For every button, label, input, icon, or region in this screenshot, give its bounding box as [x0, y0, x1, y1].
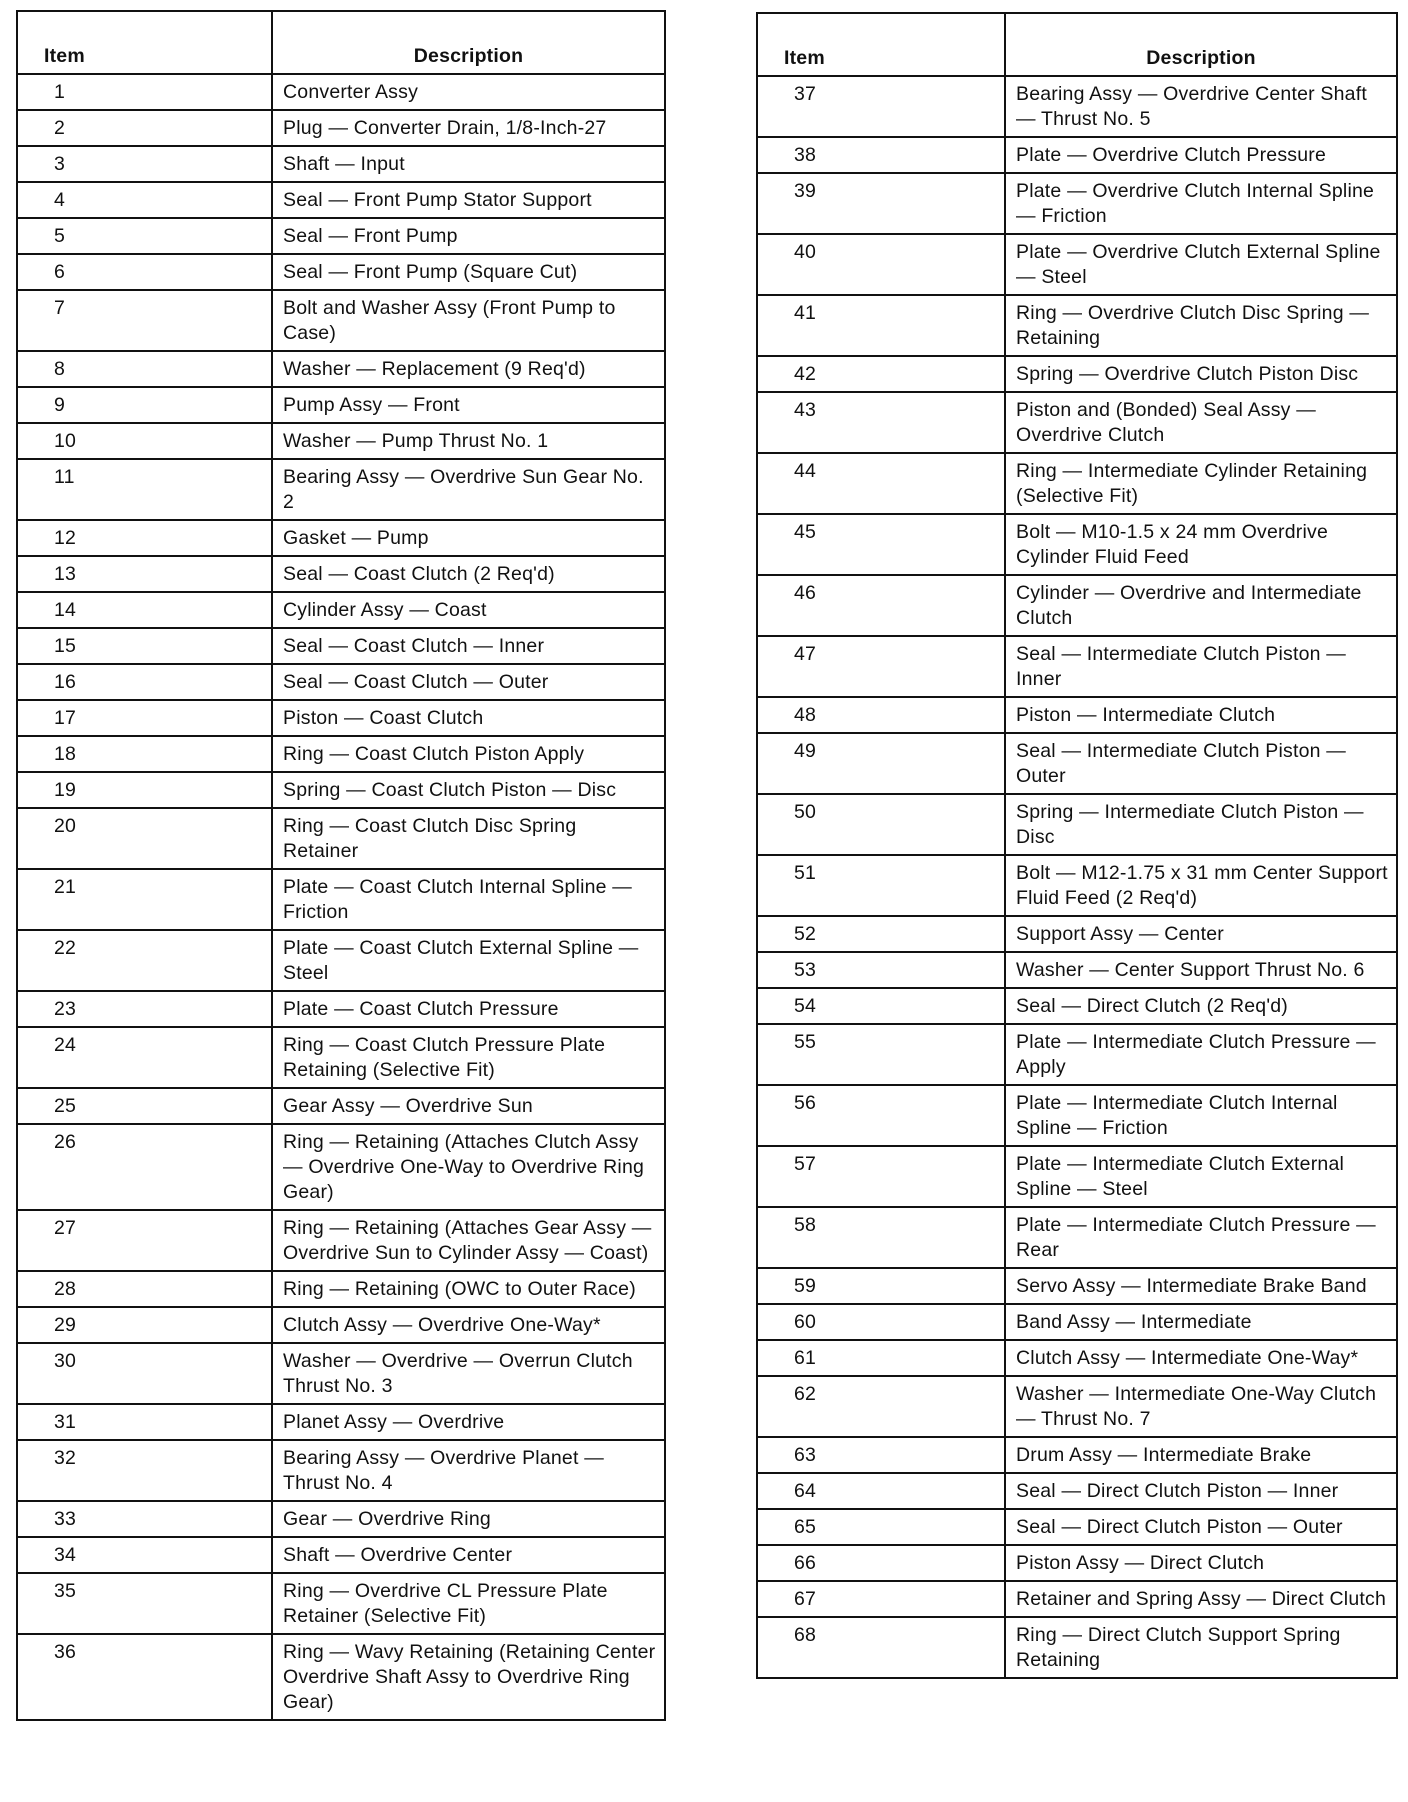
item-description: Seal — Front Pump (Square Cut)	[272, 254, 665, 290]
item-number: 40	[757, 234, 1005, 295]
table-row	[757, 234, 1397, 295]
table-row	[17, 351, 665, 387]
item-number: 22	[17, 930, 272, 991]
parts-table-left-body	[17, 74, 665, 1720]
table-row	[17, 991, 665, 1027]
item-description: Plate — Overdrive Clutch Pressure	[1005, 137, 1397, 173]
item-description: Pump Assy — Front	[272, 387, 665, 423]
table-row	[757, 697, 1397, 733]
item-number: 42	[757, 356, 1005, 392]
table-row	[17, 930, 665, 991]
table-row	[757, 988, 1397, 1024]
table-row	[757, 1617, 1397, 1678]
table-row	[17, 1634, 665, 1720]
item-description: Ring — Direct Clutch Support Spring Retaining	[1005, 1617, 1397, 1678]
item-number: 52	[757, 916, 1005, 952]
item-description: Band Assy — Intermediate	[1005, 1304, 1397, 1340]
item-number: 54	[757, 988, 1005, 1024]
item-number: 63	[757, 1437, 1005, 1473]
item-description: Piston and (Bonded) Seal Assy — Overdrive Clutch	[1005, 392, 1397, 453]
item-number: 1	[17, 74, 272, 110]
item-number: 37	[757, 76, 1005, 137]
item-number: 13	[17, 556, 272, 592]
item-number: 59	[757, 1268, 1005, 1304]
item-number: 39	[757, 173, 1005, 234]
table-row	[757, 952, 1397, 988]
item-description: Planet Assy — Overdrive	[272, 1404, 665, 1440]
header-row	[757, 13, 1397, 76]
item-number: 19	[17, 772, 272, 808]
item-description: Ring — Intermediate Cylinder Retaining (Selective Fit)	[1005, 453, 1397, 514]
item-number: 50	[757, 794, 1005, 855]
item-description: Spring — Overdrive Clutch Piston Disc	[1005, 356, 1397, 392]
item-number: 61	[757, 1340, 1005, 1376]
item-description: Spring — Coast Clutch Piston — Disc	[272, 772, 665, 808]
item-number: 56	[757, 1085, 1005, 1146]
item-description: Seal — Direct Clutch Piston — Outer	[1005, 1509, 1397, 1545]
item-number: 53	[757, 952, 1005, 988]
table-row	[17, 1307, 665, 1343]
table-row	[757, 1581, 1397, 1617]
item-number: 44	[757, 453, 1005, 514]
table-row	[17, 592, 665, 628]
table-row	[17, 1088, 665, 1124]
table-row	[757, 76, 1397, 137]
parts-table-right	[756, 12, 1398, 1679]
item-number: 6	[17, 254, 272, 290]
table-row	[757, 1146, 1397, 1207]
item-description: Seal — Coast Clutch — Inner	[272, 628, 665, 664]
item-description: Bolt — M12-1.75 x 31 mm Center Support Fluid Feed (2 Req'd)	[1005, 855, 1397, 916]
table-row	[757, 1207, 1397, 1268]
item-number: 9	[17, 387, 272, 423]
table-row	[757, 575, 1397, 636]
item-number: 4	[17, 182, 272, 218]
item-description: Cylinder Assy — Coast	[272, 592, 665, 628]
item-description: Ring — Coast Clutch Disc Spring Retainer	[272, 808, 665, 869]
table-row	[17, 146, 665, 182]
item-column-header: Item	[757, 13, 1005, 76]
item-number: 16	[17, 664, 272, 700]
item-number: 20	[17, 808, 272, 869]
parts-table-left	[16, 10, 666, 1721]
item-description: Ring — Coast Clutch Piston Apply	[272, 736, 665, 772]
item-description: Plate — Intermediate Clutch Pressure — Rear	[1005, 1207, 1397, 1268]
item-description: Piston Assy — Direct Clutch	[1005, 1545, 1397, 1581]
item-number: 23	[17, 991, 272, 1027]
table-row	[757, 1024, 1397, 1085]
item-description: Bearing Assy — Overdrive Sun Gear No. 2	[272, 459, 665, 520]
item-description: Seal — Coast Clutch — Outer	[272, 664, 665, 700]
table-row	[757, 1268, 1397, 1304]
item-description: Washer — Replacement (9 Req'd)	[272, 351, 665, 387]
table-row	[17, 1210, 665, 1271]
table-row	[757, 733, 1397, 794]
item-number: 30	[17, 1343, 272, 1404]
table-row	[17, 1440, 665, 1501]
item-description: Seal — Direct Clutch (2 Req'd)	[1005, 988, 1397, 1024]
item-description: Spring — Intermediate Clutch Piston — Disc	[1005, 794, 1397, 855]
table-row	[757, 636, 1397, 697]
item-number: 43	[757, 392, 1005, 453]
item-description: Bolt — M10-1.5 x 24 mm Overdrive Cylinder Fluid Feed	[1005, 514, 1397, 575]
table-row	[757, 855, 1397, 916]
item-description: Bolt and Washer Assy (Front Pump to Case)	[272, 290, 665, 351]
table-row	[17, 1537, 665, 1573]
item-number: 68	[757, 1617, 1005, 1678]
table-row	[17, 1343, 665, 1404]
table-row	[17, 808, 665, 869]
item-description: Shaft — Overdrive Center	[272, 1537, 665, 1573]
item-description: Bearing Assy — Overdrive Planet — Thrust No. 4	[272, 1440, 665, 1501]
item-description: Seal — Front Pump Stator Support	[272, 182, 665, 218]
item-number: 2	[17, 110, 272, 146]
item-number: 7	[17, 290, 272, 351]
item-number: 55	[757, 1024, 1005, 1085]
item-number: 28	[17, 1271, 272, 1307]
item-number: 64	[757, 1473, 1005, 1509]
table-row	[757, 295, 1397, 356]
item-number: 14	[17, 592, 272, 628]
item-number: 47	[757, 636, 1005, 697]
table-row	[757, 356, 1397, 392]
table-row	[17, 74, 665, 110]
item-description: Seal — Direct Clutch Piston — Inner	[1005, 1473, 1397, 1509]
table-row	[17, 520, 665, 556]
item-description: Plate — Overdrive Clutch Internal Spline — Friction	[1005, 173, 1397, 234]
item-description: Seal — Front Pump	[272, 218, 665, 254]
item-description: Seal — Intermediate Clutch Piston — Inner	[1005, 636, 1397, 697]
parts-table-right-body	[757, 76, 1397, 1678]
item-description: Ring — Coast Clutch Pressure Plate Retaining (Selective Fit)	[272, 1027, 665, 1088]
table-row	[17, 556, 665, 592]
item-description: Gear — Overdrive Ring	[272, 1501, 665, 1537]
item-number: 57	[757, 1146, 1005, 1207]
item-number: 34	[17, 1537, 272, 1573]
item-description: Plate — Intermediate Clutch External Spline — Steel	[1005, 1146, 1397, 1207]
item-number: 38	[757, 137, 1005, 173]
table-row	[757, 1437, 1397, 1473]
item-number: 32	[17, 1440, 272, 1501]
item-number: 51	[757, 855, 1005, 916]
item-number: 25	[17, 1088, 272, 1124]
table-row	[757, 173, 1397, 234]
item-description: Plate — Overdrive Clutch External Spline — Steel	[1005, 234, 1397, 295]
item-description: Seal — Coast Clutch (2 Req'd)	[272, 556, 665, 592]
table-row	[17, 387, 665, 423]
item-description: Plate — Coast Clutch External Spline — Steel	[272, 930, 665, 991]
item-number: 36	[17, 1634, 272, 1720]
item-number: 62	[757, 1376, 1005, 1437]
description-column-header: Description	[1005, 13, 1397, 76]
item-number: 35	[17, 1573, 272, 1634]
table-row	[17, 1124, 665, 1210]
item-description: Ring — Retaining (Attaches Clutch Assy — Overdrive One-Way to Overdrive Ring Gear)	[272, 1124, 665, 1210]
item-number: 18	[17, 736, 272, 772]
table-row	[757, 137, 1397, 173]
item-description: Ring — Retaining (Attaches Gear Assy — Overdrive Sun to Cylinder Assy — Coast)	[272, 1210, 665, 1271]
item-description: Ring — Retaining (OWC to Outer Race)	[272, 1271, 665, 1307]
item-description: Cylinder — Overdrive and Intermediate Clutch	[1005, 575, 1397, 636]
item-number: 41	[757, 295, 1005, 356]
item-description: Retainer and Spring Assy — Direct Clutch	[1005, 1581, 1397, 1617]
item-description: Plug — Converter Drain, 1/8-Inch-27	[272, 110, 665, 146]
item-description: Ring — Overdrive Clutch Disc Spring — Retaining	[1005, 295, 1397, 356]
item-number: 66	[757, 1545, 1005, 1581]
table-row	[17, 1404, 665, 1440]
table-row	[17, 1271, 665, 1307]
item-description: Washer — Intermediate One-Way Clutch — Thrust No. 7	[1005, 1376, 1397, 1437]
item-description: Plate — Intermediate Clutch Internal Spline — Friction	[1005, 1085, 1397, 1146]
item-number: 3	[17, 146, 272, 182]
table-row	[757, 1473, 1397, 1509]
item-number: 65	[757, 1509, 1005, 1545]
table-row	[17, 869, 665, 930]
header-row	[17, 11, 665, 74]
item-description: Plate — Coast Clutch Pressure	[272, 991, 665, 1027]
item-description: Bearing Assy — Overdrive Center Shaft — Thrust No. 5	[1005, 76, 1397, 137]
item-description: Servo Assy — Intermediate Brake Band	[1005, 1268, 1397, 1304]
item-number: 26	[17, 1124, 272, 1210]
table-row	[757, 916, 1397, 952]
item-column-header: Item	[17, 11, 272, 74]
table-row	[17, 772, 665, 808]
item-number: 29	[17, 1307, 272, 1343]
item-number: 48	[757, 697, 1005, 733]
table-row	[17, 1501, 665, 1537]
table-row	[757, 1376, 1397, 1437]
table-row	[17, 182, 665, 218]
item-number: 5	[17, 218, 272, 254]
item-description: Ring — Wavy Retaining (Retaining Center Overdrive Shaft Assy to Overdrive Ring Gear)	[272, 1634, 665, 1720]
item-description: Seal — Intermediate Clutch Piston — Outer	[1005, 733, 1397, 794]
table-row	[757, 794, 1397, 855]
item-description: Washer — Overdrive — Overrun Clutch Thrust No. 3	[272, 1343, 665, 1404]
item-description: Plate — Intermediate Clutch Pressure — Apply	[1005, 1024, 1397, 1085]
item-description: Clutch Assy — Overdrive One-Way*	[272, 1307, 665, 1343]
item-number: 15	[17, 628, 272, 664]
item-number: 60	[757, 1304, 1005, 1340]
table-row	[17, 459, 665, 520]
item-number: 49	[757, 733, 1005, 794]
item-number: 12	[17, 520, 272, 556]
item-description: Washer — Pump Thrust No. 1	[272, 423, 665, 459]
item-number: 46	[757, 575, 1005, 636]
item-description: Drum Assy — Intermediate Brake	[1005, 1437, 1397, 1473]
item-description: Piston — Intermediate Clutch	[1005, 697, 1397, 733]
item-description: Support Assy — Center	[1005, 916, 1397, 952]
table-row	[757, 514, 1397, 575]
item-number: 21	[17, 869, 272, 930]
item-description: Shaft — Input	[272, 146, 665, 182]
table-row	[17, 628, 665, 664]
item-description: Plate — Coast Clutch Internal Spline — Friction	[272, 869, 665, 930]
item-description: Washer — Center Support Thrust No. 6	[1005, 952, 1397, 988]
item-description: Clutch Assy — Intermediate One-Way*	[1005, 1340, 1397, 1376]
item-description: Piston — Coast Clutch	[272, 700, 665, 736]
item-number: 33	[17, 1501, 272, 1537]
item-number: 10	[17, 423, 272, 459]
table-row	[17, 1027, 665, 1088]
table-row	[757, 1545, 1397, 1581]
table-row	[757, 1340, 1397, 1376]
item-description: Converter Assy	[272, 74, 665, 110]
item-number: 11	[17, 459, 272, 520]
table-row	[757, 392, 1397, 453]
table-row	[757, 1304, 1397, 1340]
table-row	[17, 1573, 665, 1634]
item-number: 58	[757, 1207, 1005, 1268]
item-description: Ring — Overdrive CL Pressure Plate Retainer (Selective Fit)	[272, 1573, 665, 1634]
item-number: 17	[17, 700, 272, 736]
table-row	[17, 664, 665, 700]
table-row	[757, 1509, 1397, 1545]
table-row	[757, 453, 1397, 514]
item-number: 45	[757, 514, 1005, 575]
table-row	[17, 423, 665, 459]
item-number: 67	[757, 1581, 1005, 1617]
table-row	[17, 736, 665, 772]
table-row	[17, 254, 665, 290]
description-column-header: Description	[272, 11, 665, 74]
item-description: Gear Assy — Overdrive Sun	[272, 1088, 665, 1124]
item-number: 27	[17, 1210, 272, 1271]
table-row	[17, 110, 665, 146]
item-description: Gasket — Pump	[272, 520, 665, 556]
item-number: 24	[17, 1027, 272, 1088]
item-number: 8	[17, 351, 272, 387]
table-row	[17, 218, 665, 254]
table-row	[17, 290, 665, 351]
table-row	[757, 1085, 1397, 1146]
item-number: 31	[17, 1404, 272, 1440]
table-row	[17, 700, 665, 736]
